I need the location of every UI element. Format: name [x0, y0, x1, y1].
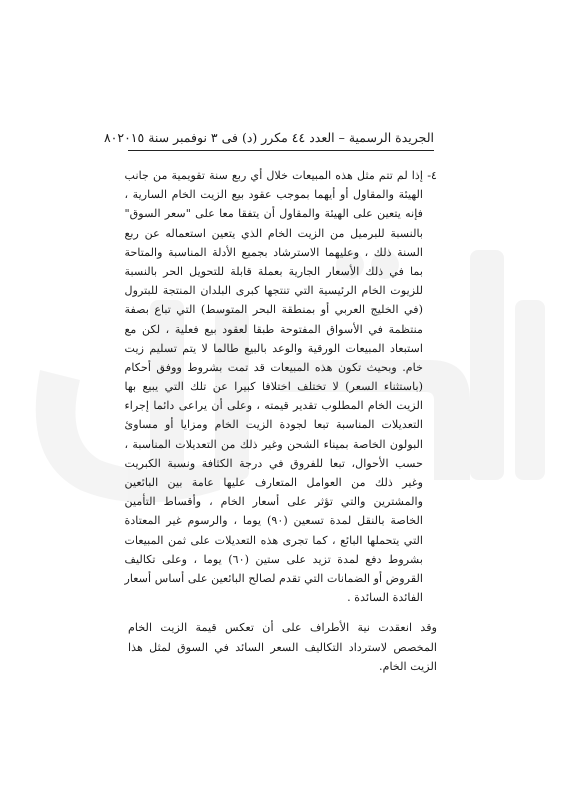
- text-line: التعديلات المناسبة تبعا لجودة الزيت الخام ومزايا أو مساوئ: [124, 418, 423, 432]
- document-body: [124, 166, 437, 676]
- text-line: الزيت الخام.: [379, 659, 437, 673]
- text-line: الفائدة السائدة .: [347, 591, 423, 605]
- clause-text: [124, 166, 423, 607]
- closing-paragraph: [128, 618, 437, 676]
- text-line: الزيت الخام المطلوب تقدير قيمته ، وعلى أن يراعى دائما إجراء: [124, 399, 423, 413]
- text-line: استبعاد المبيعات الورقية والوعد بالبيع طالما لا يتم تسليم زيت: [124, 341, 423, 355]
- clause-number: ٤-: [427, 169, 437, 182]
- text-line: حسب الأحوال، تبعا للفروق في درجة الكثافة ونسبة الكبريت: [124, 456, 423, 470]
- text-line: المخصص لاسترداد التكاليف السعر السائد في السوق لمثل هذا: [128, 640, 437, 654]
- page-number: ٨٠: [103, 129, 118, 145]
- text-line: البولون الخاصة بميناء الشحن وغير ذلك من التعديلات المناسبة ،: [124, 437, 423, 451]
- text-line: وقد انعقدت نية الأطراف على أن تعكس قيمة الزيت الخام: [128, 621, 437, 635]
- text-line: السنة ذلك ، وعليهما الاسترشاد بجميع الأدلة المناسبة والمتاحة: [124, 245, 423, 259]
- text-line: بشروط دفع لمدة تزيد على ستين (٦٠) يوما ، وعلى تكاليف: [124, 552, 423, 566]
- text-line: بالنسبة للبرميل من الزيت الخام الذي يتعين استعماله عن ربع: [124, 226, 423, 240]
- paragraph-gap: [128, 607, 437, 618]
- text-line: منتظمة في الأسواق المفتوحة طبقا لعقود بيع فعلية ، لكن مع: [124, 322, 423, 336]
- issue-line: الجريدة الرسمية – العدد ٤٤ مكرر (د) فى ٣ نوفمبر سنة ٢٠١٥: [117, 129, 434, 145]
- text-line: الخاصة بالنقل لمدة تسعين (٩٠) يوما ، والرسوم غير المعتادة: [124, 514, 423, 528]
- text-line: فإنه يتعين على الهيئة والمقاول أن يتفقا معا على "سعر السوق": [124, 207, 423, 221]
- header-divider: [128, 150, 434, 151]
- text-line: (في الخليج العربي أو بمنطقة البحر المتوسط) التي تباع بصفة: [124, 303, 423, 317]
- text-line: القروض أو الضمانات التي تقدم لصالح البائعين على أساس أسعار: [124, 571, 423, 585]
- text-line: وغير ذلك من العوامل المتعارف عليها عامة بين البائعين: [124, 476, 423, 489]
- text-line: إذا لم تتم مثل هذه المبيعات خلال أي ربع سنة تقويمية من جانب: [124, 169, 423, 182]
- text-line: خام. وبحيث تكون هذه المبيعات قد تمت بشروط ووفق أحكام: [124, 360, 423, 374]
- text-line: للزيوت الخام الرئيسية التي تنتجها كبرى البلدان المنتجة للبترول: [124, 284, 423, 298]
- page-header: [103, 125, 434, 149]
- text-line: (باستثناء السعر) لا تختلف اختلافا كبيرا عن تلك التي يبيع بها: [124, 380, 423, 394]
- clause-4: [124, 166, 437, 607]
- text-line: والمشترين والتي تؤثر على أسعار الخام ، وأقساط التأمين: [124, 495, 423, 509]
- text-line: الهيئة والمقاول أو أيهما بموجب عقود بيع الزيت الخام السارية ،: [124, 188, 423, 202]
- text-line: التي يتحملها البائع ، كما تجرى هذه التعديلات على ثمن المبيعات: [124, 533, 423, 547]
- text-line: بما في ذلك الأسعار الجارية بعملة قابلة للتحويل الحر بالنسبة: [124, 264, 423, 278]
